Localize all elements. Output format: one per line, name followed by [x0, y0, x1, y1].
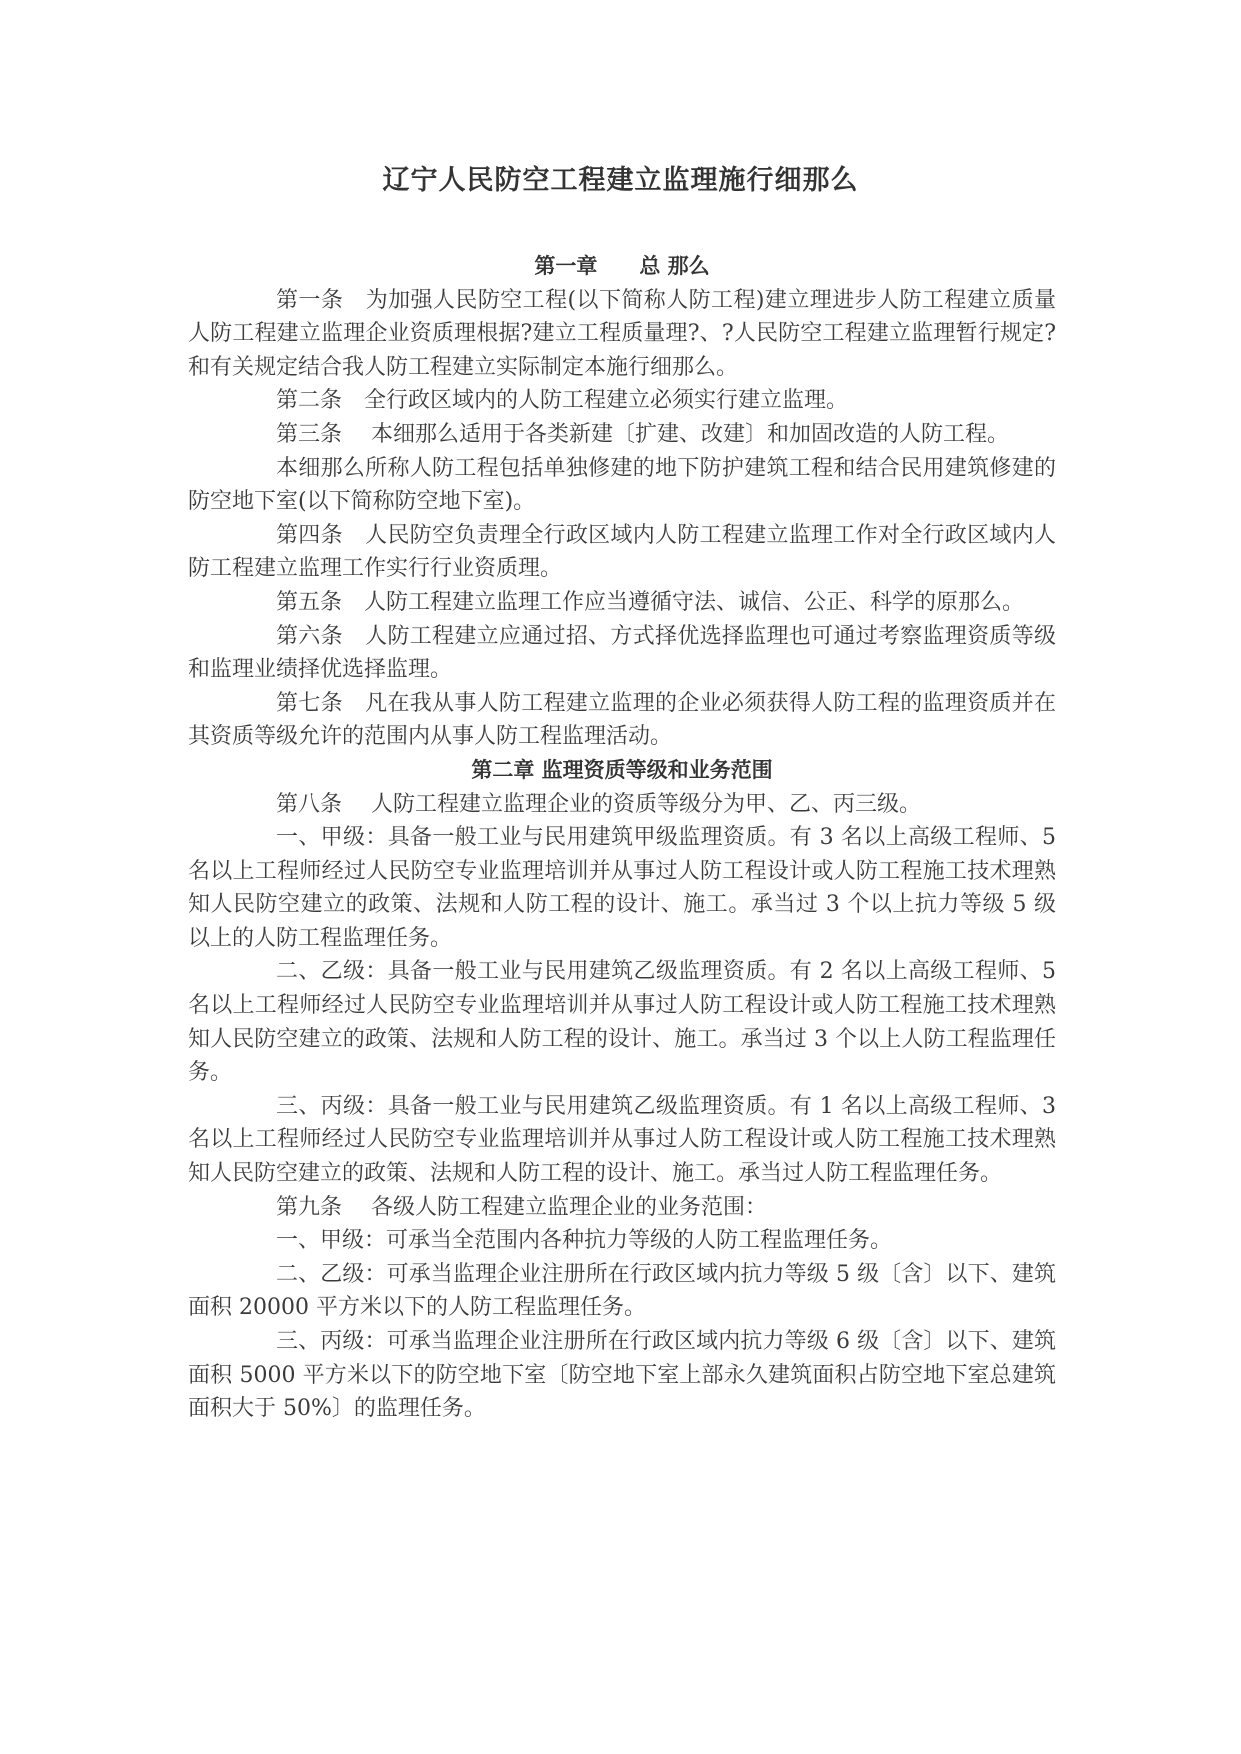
- article-5: 第五条 人防工程建立监理工作应当遵循守法、诚信、公正、科学的原那么。: [276, 589, 1025, 615]
- article-4: 第四条 人民防空负责理全行政区域内人防工程建立监理工作对全行政区域内人防工程建立监理工作实行行业资质理。: [188, 522, 1056, 582]
- grade-a-scope: 一、甲级：可承当全范围内各种抗力等级的人防工程监理任务。: [276, 1228, 893, 1254]
- article-2: 第二条 全行政区域内的人防工程建立必须实行建立监理。: [276, 388, 849, 414]
- chapter-1-heading: 第一章 总 那么: [534, 254, 710, 278]
- article-1: 第一条 为加强人民防空工程(以下简称人防工程)建立理进步人防工程建立质量人防工程建立监理企业资质理根据?建立工程质量理?、?人民防空工程建立监理暂行规定?和有关规定结合我人防工程建立实际制定本施行细那么。: [188, 287, 1056, 380]
- article-9: 第九条 各级人防工程建立监理企业的业务范围：: [276, 1194, 767, 1220]
- article-6: 第六条 人防工程建立应通过招、方式择优选择监理也可通过考察监理资质等级和监理业绩择优选择监理。: [188, 623, 1056, 683]
- grade-b-qualification: 二、乙级：具备一般工业与民用建筑乙级监理资质。有 2 名以上高级工程师、5 名以上工程师经过人民防空专业监理培训并从事过人防工程设计或人防工程施工技术理熟知人民防空建立的政策、法规和人防工程的设计、施工。承当过 3 个以上人防工程监理任务。: [188, 959, 1056, 1086]
- document-body: [188, 250, 1056, 1426]
- grade-c-scope: 三、丙级：可承当监理企业注册所在行政区域内抗力等级 6 级〔含〕以下、建筑面积 5000 平方米以下的防空地下室〔防空地下室上部永久建筑面积占防空地下室总建筑面积大于 50%〕的监理任务。: [188, 1329, 1056, 1422]
- article-3-definition: 本细那么所称人防工程包括单独修建的地下防护建筑工程和结合民用建筑修建的防空地下室(以下简称防空地下室)。: [188, 455, 1056, 515]
- article-8: 第八条 人防工程建立监理企业的资质等级分为甲、乙、丙三级。: [276, 791, 921, 817]
- chapter-2-heading: 第二章 监理资质等级和业务范围: [471, 757, 773, 782]
- article-3: 第三条 本细那么适用于各类新建〔扩建、改建〕和加固改造的人防工程。: [276, 421, 1009, 447]
- article-7: 第七条 凡在我从事人防工程建立监理的企业必须获得人防工程的监理资质并在其资质等级允许的范围内从事人防工程监理活动。: [188, 690, 1056, 750]
- grade-b-scope: 二、乙级：可承当监理企业注册所在行政区域内抗力等级 5 级〔含〕以下、建筑面积 20000 平方米以下的人防工程监理任务。: [188, 1261, 1056, 1321]
- grade-a-qualification: 一、甲级：具备一般工业与民用建筑甲级监理资质。有 3 名以上高级工程师、5 名以上工程师经过人民防空专业监理培训并从事过人防工程设计或人防工程施工技术理熟知人民防空建立的政策、法规和人防工程的设计、施工。承当过 3 个以上抗力等级 5 级以上的人防工程监理任务。: [188, 825, 1056, 951]
- document-title: 辽宁人民防空工程建立监理施行细那么: [382, 165, 859, 196]
- grade-c-qualification: 三、丙级：具备一般工业与民用建筑乙级监理资质。有 1 名以上高级工程师、3 名以上工程师经过人民防空专业监理培训并从事过人防工程设计或人防工程施工技术理熟知人民防空建立的政策、法规和人防工程的设计、施工。承当过人防工程监理任务。: [188, 1093, 1056, 1187]
